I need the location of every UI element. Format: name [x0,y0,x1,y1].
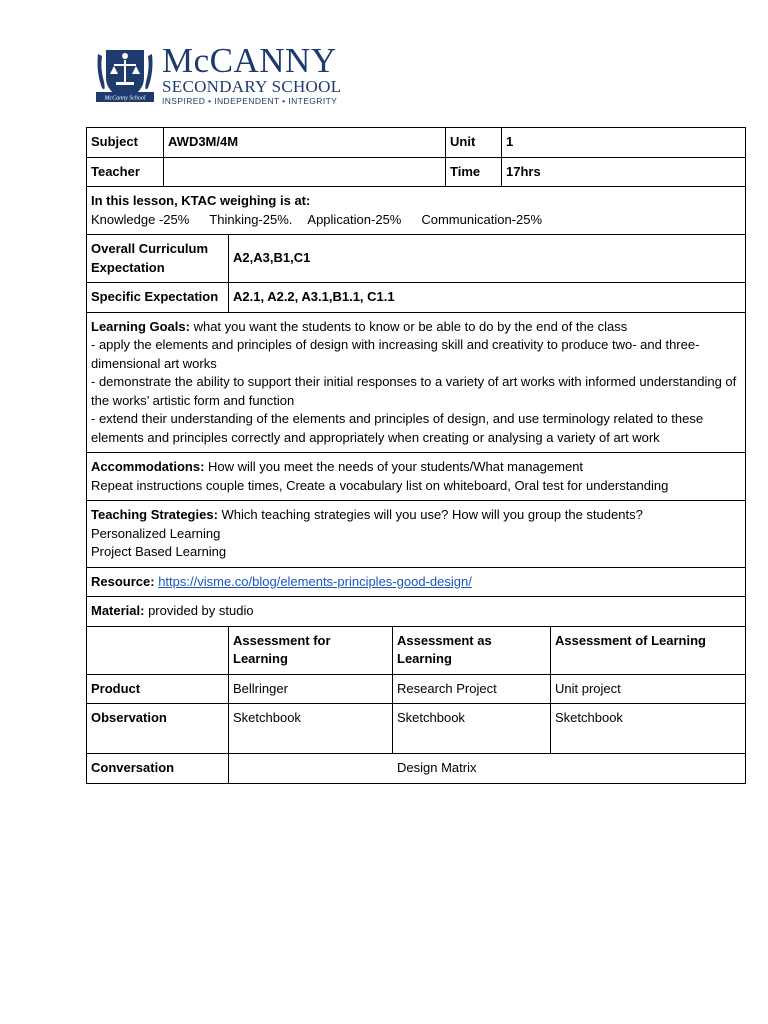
material-row [87,597,746,627]
time-value: 17hrs [502,157,746,187]
school-subtitle: SECONDARY SCHOOL [162,77,342,96]
assessment-header-empty [87,626,229,674]
learning-goal-item: - apply the elements and principles of design with increasing skill and creativity to produce two- and three-dimensional art works [91,337,700,371]
school-crest-icon [92,42,158,108]
accommodations-row [87,453,746,501]
learning-goals-intro: what you want the students to know or be able to do by the end of the class [189,318,628,334]
learning-goals-label: Learning Goals: [91,318,190,334]
accommodations-cell [87,453,746,501]
observation-as-learning: Sketchbook [393,704,551,754]
resource-cell [87,567,746,597]
observation-row [87,704,746,754]
school-logo [92,42,352,112]
ktac-weights [91,211,740,230]
teaching-strategies-question: Which teaching strategies will you use? How will you group the students? [217,507,643,522]
observation-of-learning: Sketchbook [551,704,746,754]
teaching-strategies-cell [87,501,746,568]
lesson-plan-table [86,127,746,784]
ktac-cell [87,187,746,235]
observation-label: Observation [87,704,229,754]
conversation-row [87,754,746,784]
assessment-header-row [87,626,746,674]
teacher-value [164,157,446,187]
product-label: Product [87,674,229,704]
material-label: Material: [91,603,145,618]
product-of-learning: Unit project [551,674,746,704]
resource-label: Resource: [91,573,155,589]
material-cell [87,597,746,627]
observation-for-learning: Sketchbook [229,704,393,754]
unit-value: 1 [502,128,746,158]
conversation-label: Conversation [87,754,229,784]
unit-label: Unit [446,128,502,158]
learning-goal-item: - extend their understanding of the elements and principles of design, and use terminology related to these elements and principles correctly and appropriately when creating or analysing a variety of art work [91,411,704,445]
time-label: Time [446,157,502,187]
school-motto: INSPIRED • INDEPENDENT • INTEGRITY [162,96,338,106]
product-as-learning: Research Project [393,674,551,704]
teaching-strategy-item: Personalized Learning [91,525,221,541]
accommodations-label: Accommodations: [91,459,205,474]
teacher-label: Teacher [87,157,164,187]
product-row [87,674,746,704]
ktac-thinking: Thinking-25%. [209,211,293,227]
teacher-row [87,157,746,187]
teaching-strategy-item: Project Based Learning [91,544,227,559]
resource-row [87,567,746,597]
teaching-strategies-row [87,501,746,568]
assessment-as-learning-header: Assessment as Learning [393,626,551,674]
ktac-heading: In this lesson, KTAC weighing is at: [91,193,311,208]
assessment-of-learning-header: Assessment of Learning [551,626,746,674]
teaching-strategies-label: Teaching Strategies: [91,507,218,522]
resource-link[interactable]: https://visme.co/blog/elements-principles-good-design/ [158,573,472,589]
accommodations-question: How will you meet the needs of your students/What management [204,459,584,474]
specific-label: Specific Expectation [87,283,229,313]
conversation-value: Design Matrix [229,754,746,784]
subject-label: Subject [87,128,164,158]
crest-banner-text: McCanny School [104,95,146,102]
overall-label: Overall Curriculum Expectation [87,235,229,283]
ktac-row [87,187,746,235]
product-for-learning: Bellringer [229,674,393,704]
ktac-application: Application-25% [307,211,402,227]
subject-value: AWD3M/4M [164,128,446,158]
specific-value: A2.1, A2.2, A3.1,B1.1, C1.1 [229,283,746,313]
overall-value: A2,A3,B1,C1 [229,235,746,283]
specific-expectation-row [87,283,746,313]
learning-goals-cell [87,312,746,453]
assessment-for-learning-header: Assessment for Learning [229,626,393,674]
learning-goals-row [87,312,746,453]
learning-goal-item: - demonstrate the ability to support their initial responses to a variety of art works with informed understanding of the works’ artistic form and function [91,374,737,408]
material-value: provided by studio [144,603,254,618]
overall-expectation-row [87,235,746,283]
ktac-communication: Communication-25% [421,211,543,227]
ktac-knowledge: Knowledge -25% [91,211,190,227]
accommodations-answer: Repeat instructions couple times, Create a vocabulary list on whiteboard, Oral test for understanding [91,477,669,493]
school-name: McCANNY [162,41,337,80]
subject-row [87,128,746,158]
